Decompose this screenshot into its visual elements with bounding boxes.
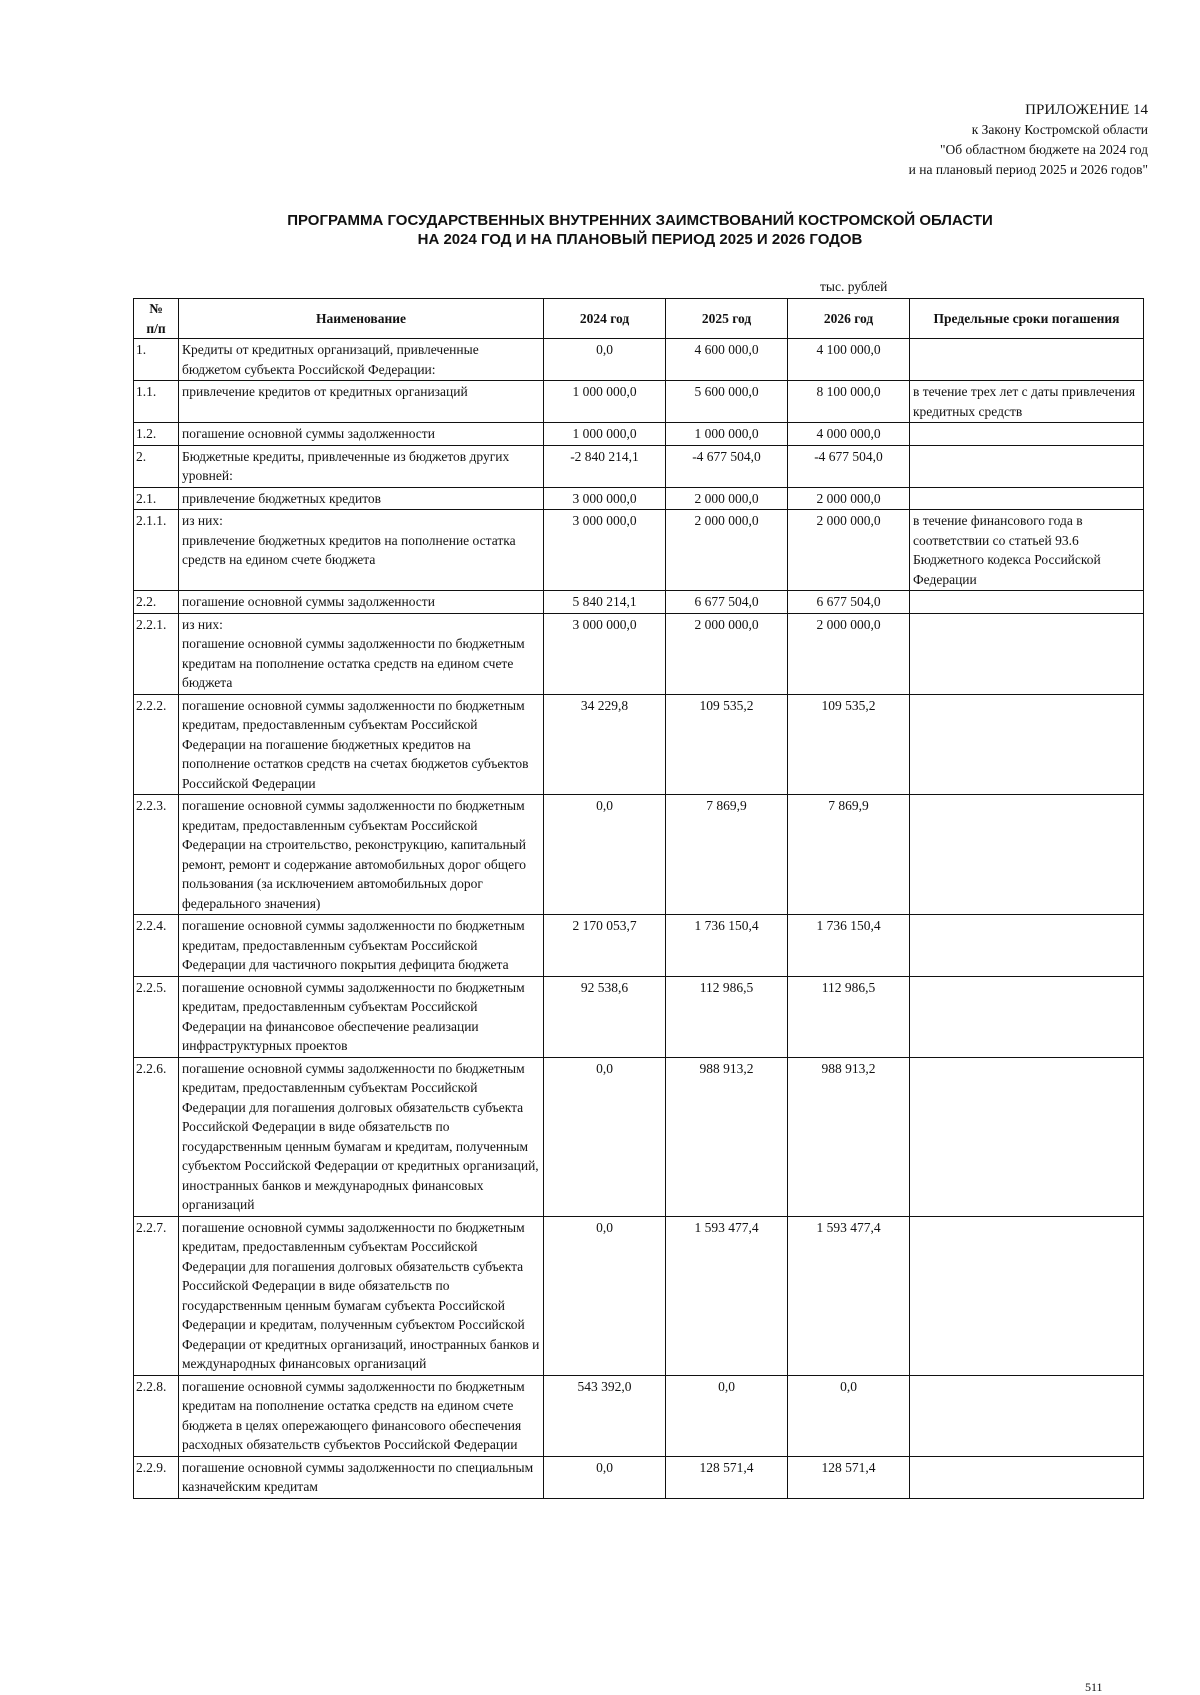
cell-2026: 128 571,4 bbox=[788, 1456, 910, 1498]
cell-term bbox=[910, 915, 1144, 977]
document-title-line-1: ПРОГРАММА ГОСУДАРСТВЕННЫХ ВНУТРЕННИХ ЗАИМСТВОВАНИЙ КОСТРОМСКОЙ ОБЛАСТИ bbox=[287, 212, 993, 229]
cell-2024: 0,0 bbox=[544, 339, 666, 381]
table-row bbox=[134, 976, 1144, 1057]
cell-num: 2.2.9. bbox=[134, 1456, 179, 1498]
cell-term bbox=[910, 1216, 1144, 1375]
cell-2024: 2 170 053,7 bbox=[544, 915, 666, 977]
table-row bbox=[134, 381, 1144, 423]
cell-2025: 109 535,2 bbox=[666, 694, 788, 795]
cell-name bbox=[179, 613, 544, 694]
cell-2026: 1 736 150,4 bbox=[788, 915, 910, 977]
cell-num: 2.2.2. bbox=[134, 694, 179, 795]
cell-name: погашение основной суммы задолженности по бюджетным кредитам, предоставленным субъектам Российской Федерации для частичного покрытия дефицита бюджета bbox=[179, 915, 544, 977]
header-name: Наименование bbox=[179, 299, 544, 339]
cell-num: 2.2. bbox=[134, 591, 179, 614]
cell-num: 2.2.4. bbox=[134, 915, 179, 977]
cell-term bbox=[910, 1456, 1144, 1498]
table-row bbox=[134, 1375, 1144, 1456]
cell-num: 2.1.1. bbox=[134, 510, 179, 591]
borrowings-table bbox=[133, 298, 1144, 1499]
cell-2024: 3 000 000,0 bbox=[544, 510, 666, 591]
page-number: 511 bbox=[1085, 1680, 1103, 1694]
cell-2025: 128 571,4 bbox=[666, 1456, 788, 1498]
cell-name: привлечение кредитов от кредитных организаций bbox=[179, 381, 544, 423]
cell-2026: 2 000 000,0 bbox=[788, 487, 910, 510]
cell-name: погашение основной суммы задолженности по бюджетным кредитам, предоставленным субъектам Российской Федерации для погашения долговых обязательств субъекта Российской Федерации в виде обязательств по государственным ценным бумагам и кредитам, полученным субъектом Российской Федерации от кредитных организаций, иностранных банков и международных финансовых организаций bbox=[179, 1057, 544, 1216]
cell-name-line: погашение основной суммы задолженности по бюджетным кредитам на пополнение остатка средств на едином счете бюджета bbox=[182, 636, 525, 690]
cell-2025: 0,0 bbox=[666, 1375, 788, 1456]
cell-num: 2. bbox=[134, 445, 179, 487]
cell-term: в течение трех лет с даты привлечения кредитных средств bbox=[910, 381, 1144, 423]
table-row bbox=[134, 1216, 1144, 1375]
cell-2024: 0,0 bbox=[544, 1216, 666, 1375]
header-2024: 2024 год bbox=[544, 299, 666, 339]
cell-2026: 109 535,2 bbox=[788, 694, 910, 795]
cell-2025: 1 000 000,0 bbox=[666, 423, 788, 446]
cell-2024: 0,0 bbox=[544, 795, 666, 915]
cell-num: 2.2.7. bbox=[134, 1216, 179, 1375]
cell-num: 2.2.8. bbox=[134, 1375, 179, 1456]
cell-2024: -2 840 214,1 bbox=[544, 445, 666, 487]
cell-2025: 6 677 504,0 bbox=[666, 591, 788, 614]
table-row bbox=[134, 510, 1144, 591]
cell-2026: 8 100 000,0 bbox=[788, 381, 910, 423]
cell-2026: -4 677 504,0 bbox=[788, 445, 910, 487]
table-header-row bbox=[134, 299, 1144, 339]
cell-num: 2.2.1. bbox=[134, 613, 179, 694]
cell-2025: -4 677 504,0 bbox=[666, 445, 788, 487]
cell-2026: 6 677 504,0 bbox=[788, 591, 910, 614]
cell-2024: 34 229,8 bbox=[544, 694, 666, 795]
cell-term bbox=[910, 976, 1144, 1057]
cell-2024: 0,0 bbox=[544, 1456, 666, 1498]
units-label: тыс. рублей bbox=[820, 279, 888, 294]
table-row bbox=[134, 915, 1144, 977]
cell-2024: 543 392,0 bbox=[544, 1375, 666, 1456]
cell-num: 1. bbox=[134, 339, 179, 381]
cell-2024: 3 000 000,0 bbox=[544, 487, 666, 510]
cell-2026: 4 100 000,0 bbox=[788, 339, 910, 381]
table-row bbox=[134, 423, 1144, 446]
cell-name-line: привлечение бюджетных кредитов на пополнение остатка средств на едином счете бюджета bbox=[182, 532, 516, 567]
cell-term bbox=[910, 1057, 1144, 1216]
document-title bbox=[0, 211, 1200, 249]
cell-2024: 92 538,6 bbox=[544, 976, 666, 1057]
cell-term: в течение финансового года в соответствии со статьей 93.6 Бюджетного кодекса Российской Федерации bbox=[910, 510, 1144, 591]
appendix-header bbox=[548, 100, 1148, 180]
cell-2026: 112 986,5 bbox=[788, 976, 910, 1057]
cell-term bbox=[910, 1375, 1144, 1456]
cell-num: 2.2.3. bbox=[134, 795, 179, 915]
cell-name: погашение основной суммы задолженности bbox=[179, 423, 544, 446]
cell-2026: 2 000 000,0 bbox=[788, 613, 910, 694]
cell-term bbox=[910, 694, 1144, 795]
cell-2026: 988 913,2 bbox=[788, 1057, 910, 1216]
cell-term bbox=[910, 613, 1144, 694]
cell-2025: 5 600 000,0 bbox=[666, 381, 788, 423]
cell-2026: 0,0 bbox=[788, 1375, 910, 1456]
cell-num: 2.2.6. bbox=[134, 1057, 179, 1216]
cell-name: Бюджетные кредиты, привлеченные из бюджетов других уровней: bbox=[179, 445, 544, 487]
table-body bbox=[134, 339, 1144, 1499]
header-2025: 2025 год bbox=[666, 299, 788, 339]
header-num bbox=[134, 299, 179, 339]
cell-2025: 2 000 000,0 bbox=[666, 487, 788, 510]
header-num-line-1: № bbox=[149, 301, 163, 316]
cell-2025: 988 913,2 bbox=[666, 1057, 788, 1216]
table-row bbox=[134, 339, 1144, 381]
cell-2024: 1 000 000,0 bbox=[544, 423, 666, 446]
cell-term bbox=[910, 591, 1144, 614]
table-row bbox=[134, 694, 1144, 795]
table-row bbox=[134, 613, 1144, 694]
cell-term bbox=[910, 487, 1144, 510]
cell-num: 2.2.5. bbox=[134, 976, 179, 1057]
cell-2025: 1 736 150,4 bbox=[666, 915, 788, 977]
cell-name bbox=[179, 510, 544, 591]
cell-name: погашение основной суммы задолженности по бюджетным кредитам, предоставленным субъектам Российской Федерации на финансовое обеспечение реализации инфраструктурных проектов bbox=[179, 976, 544, 1057]
cell-term bbox=[910, 795, 1144, 915]
cell-2025: 2 000 000,0 bbox=[666, 613, 788, 694]
cell-2026: 2 000 000,0 bbox=[788, 510, 910, 591]
cell-name-line: из них: bbox=[182, 616, 223, 632]
appendix-label: ПРИЛОЖЕНИЕ 14 bbox=[1025, 102, 1148, 118]
cell-name: погашение основной суммы задолженности bbox=[179, 591, 544, 614]
table-row bbox=[134, 487, 1144, 510]
cell-2024: 3 000 000,0 bbox=[544, 613, 666, 694]
cell-2024: 1 000 000,0 bbox=[544, 381, 666, 423]
cell-name: погашение основной суммы задолженности по специальным казначейским кредитам bbox=[179, 1456, 544, 1498]
cell-term bbox=[910, 339, 1144, 381]
cell-2026: 7 869,9 bbox=[788, 795, 910, 915]
cell-name: погашение основной суммы задолженности по бюджетным кредитам, предоставленным субъектам Российской Федерации на строительство, реконструкцию, капитальный ремонт, ремонт и содержание автомобильных дорог общего пользования (за исключением автомобильных дорог федерального значения) bbox=[179, 795, 544, 915]
cell-num: 1.2. bbox=[134, 423, 179, 446]
cell-num: 1.1. bbox=[134, 381, 179, 423]
cell-2024: 0,0 bbox=[544, 1057, 666, 1216]
cell-2025: 4 600 000,0 bbox=[666, 339, 788, 381]
cell-2025: 2 000 000,0 bbox=[666, 510, 788, 591]
table-row bbox=[134, 1456, 1144, 1498]
cell-2026: 1 593 477,4 bbox=[788, 1216, 910, 1375]
cell-num: 2.1. bbox=[134, 487, 179, 510]
table-row bbox=[134, 795, 1144, 915]
appendix-line-3: и на плановый период 2025 и 2026 годов" bbox=[908, 162, 1148, 177]
cell-term bbox=[910, 445, 1144, 487]
cell-2026: 4 000 000,0 bbox=[788, 423, 910, 446]
cell-2024: 5 840 214,1 bbox=[544, 591, 666, 614]
cell-name: погашение основной суммы задолженности по бюджетным кредитам на пополнение остатка средств на едином счете бюджета в целях опережающего финансового обеспечения расходных обязательств субъектов Российской Федерации bbox=[179, 1375, 544, 1456]
cell-term bbox=[910, 423, 1144, 446]
header-num-line-2: п/п bbox=[146, 320, 166, 336]
cell-name-line: из них: bbox=[182, 513, 223, 528]
appendix-line-2: "Об областном бюджете на 2024 год bbox=[940, 142, 1148, 157]
cell-2025: 112 986,5 bbox=[666, 976, 788, 1057]
cell-name: погашение основной суммы задолженности по бюджетным кредитам, предоставленным субъектам Российской Федерации на погашение бюджетных кредитов на пополнение остатков средств на счетах бюджетов субъектов Российской Федерации bbox=[179, 694, 544, 795]
cell-2025: 1 593 477,4 bbox=[666, 1216, 788, 1375]
header-2026: 2026 год bbox=[788, 299, 910, 339]
table-row bbox=[134, 1057, 1144, 1216]
document-title-line-2: НА 2024 ГОД И НА ПЛАНОВЫЙ ПЕРИОД 2025 И 2026 ГОДОВ bbox=[417, 231, 863, 248]
table-row bbox=[134, 591, 1144, 614]
header-term: Предельные сроки погашения bbox=[910, 299, 1144, 339]
appendix-line-1: к Закону Костромской области bbox=[971, 122, 1148, 137]
cell-name: привлечение бюджетных кредитов bbox=[179, 487, 544, 510]
cell-name: погашение основной суммы задолженности по бюджетным кредитам, предоставленным субъектам Российской Федерации для погашения долговых обязательств субъекта Российской Федерации в виде обязательств по государственным ценным бумагам субъекта Российской Федерации и кредитам, полученным субъектом Российской Федерации от кредитных организаций, иностранных банков и международных финансовых организаций bbox=[179, 1216, 544, 1375]
borrowings-table-wrapper bbox=[133, 298, 1144, 1499]
cell-name: Кредиты от кредитных организаций, привлеченные бюджетом субъекта Российской Федерации: bbox=[179, 339, 544, 381]
cell-2025: 7 869,9 bbox=[666, 795, 788, 915]
table-row bbox=[134, 445, 1144, 487]
